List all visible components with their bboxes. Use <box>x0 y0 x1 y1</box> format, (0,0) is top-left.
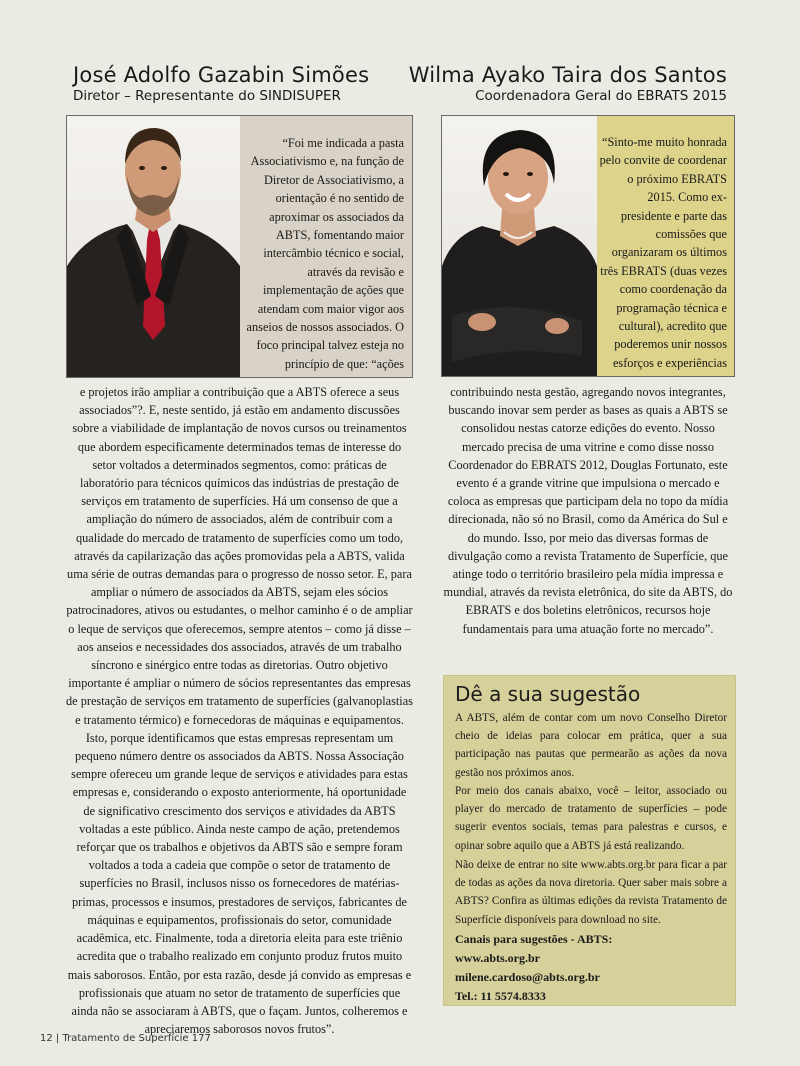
page-number: 12 <box>40 1033 53 1044</box>
suggestion-title: Dê a sua sugestão <box>455 682 641 706</box>
left-pull-quote: “Foi me indicada a pasta Associativismo e, na função de Diretor de Associativismo, a orientação é no sentido de aproximar os associados da ABTS, fomentando maior intercâmbio técnico e social, através da revisão e implementação de ações que atendam com maior vigor aos anseios de nossos associados. O foco principal talvez esteja no princípio de que: “ações <box>246 136 404 371</box>
suggestion-channels-label: Canais para sugestões - ABTS: <box>455 932 613 946</box>
left-person-name: José Adolfo Gazabin Simões <box>73 63 370 87</box>
suggestion-box <box>443 675 736 1006</box>
suggestion-paragraph-2: Por meio dos canais abaixo, você – leitor, associado ou player do mercado de tratamento de superfícies – pode sugerir eventos sociais, temas para palestras e cursos, e opinar sobre aquilo que a ABTS já está realizando. <box>455 785 727 852</box>
suggestion-paragraph-1: A ABTS, além de contar com um novo Conselho Diretor cheio de ideias para colocar em prática, quer a sua participação nas pautas que permearão as ações da nova gestão nos próximos anos. <box>455 712 727 779</box>
left-body-text: e projetos irão ampliar a contribuição que a ABTS oferece a seus associados”?. E, neste sentido, já estão em andamento discussões sobre a viabilidade de implantação de novos cursos ou treinamentos que abordem especificamente determinados temas de interesse do setor voltados a determinados segmentos, como: práticas de laboratório para técnicos químicos das indústrias de prestação de serviços em tratamento de superfícies. Há um consenso de que a ampliação do número de associados, além de contribuir com a qualidade do mercado de tratamento de superfícies como um todo, através da capilarização das ações promovidas pela a ABTS, valida uma série de outras demandas para o progresso de nosso setor. E, para ampliar o número de associados da ABTS, sejam eles sócios patrocinadores, ativos ou estudantes, o melhor caminho é o de ampliar o leque de serviços que oferecemos, sempre atentos – como já disse – aos anseios e necessidades dos associados, através de um trabalho síncrono e sinérgico entre todas as diretorias. Outro objetivo importante é ampliar o número de sócios representantes das empresas de prestação de serviços em tratamento de superfícies (galvanoplastias e tratamento térmico) e fornecedoras de máquinas e equipamentos. Isto, porque identificamos que estas empresas representam um pequeno número dentre os associados da ABTS. Nossa Associação sempre ofereceu um grande leque de serviços e atividades para estas empresas e, considerando o exposto anteriormente, há oportunidade de significativo crescimento dos serviços e atividades da ABTS voltadas a este público. Ainda neste campo de ação, pretendemos reforçar que os trabalhos e objetivos da ABTS são e sempre foram voltados a toda a cadeia que compõe o setor de tratamento de superfícies no Brasil, inclusos nisso os fornecedores de matérias-primas, processos e insumos, prestadores de serviços, fabricantes de máquinas e equipamentos, profissionais do setor, comunidade acadêmica, etc. Finalmente, toda a diretoria eleita para este triênio acredita que o trabalho realizado em conjunto produz frutos muito mais saborosos. Então, por esta razão, desde já convido as empresas e profissionais que atuam no setor de tratamento de superfícies que ainda não se associaram à ABTS, que o façam. Juntos, colheremos e apreciaremos saborosos novos frutos”. <box>66 385 413 1037</box>
left-portrait-photo <box>67 116 240 377</box>
suggestion-site-link[interactable]: www.abts.org.br <box>455 951 541 965</box>
publication-name: Tratamento de Superfície 177 <box>62 1033 211 1044</box>
right-person-role: Coordenadora Geral do EBRATS 2015 <box>475 88 727 104</box>
left-person-role: Diretor – Representante do SINDISUPER <box>73 88 341 104</box>
right-body-text: contribuindo nesta gestão, agregando novos integrantes, buscando inovar sem perder as bases as quais a ABTS se consolidou nestas catorze edições do evento. Nosso mercado precisa de uma vitrine e como disse nosso Coordenador do EBRATS 2012, Douglas Fortunato, este evento é a grande vitrine que impulsiona o mercado e coloca as empresas que participam dela no topo da mídia direcionada, não só no Brasil, como da América do Sul e do mundo. Isso, por meio das diversas formas de divulgação como a revista Tratamento de Superfície, que atinge todo o território brasileiro pela mídia impressa e mundial, através da revista eletrônica, do site da ABTS, do EBRATS e dos boletins eletrônicos, recursos hoje fundamentais para uma atuação forte no mercado”. <box>443 385 733 636</box>
suggestion-phone: Tel.: 11 5574.8333 <box>455 989 546 1003</box>
right-pull-quote: “Sinto-me muito honrada pelo convite de coordenar o próximo EBRATS 2015. Como ex-presidente e parte das comissões que organizaram os últimos três EBRATS (duas vezes como coordenação da programação técnica e cultural), acredito que poderemos unir nossos esforços e experiências <box>599 135 727 370</box>
right-person-name: Wilma Ayako Taira dos Santos <box>408 63 727 87</box>
suggestion-email-link[interactable]: milene.cardoso@abts.org.br <box>455 970 600 984</box>
page-footer <box>40 1033 211 1044</box>
right-portrait-photo <box>442 116 597 376</box>
footer-separator: | <box>55 1033 60 1044</box>
suggestion-paragraph-3: Não deixe de entrar no site www.abts.org.br para ficar a par de todas as ações da nova diretoria. Quer saber mais sobre a ABTS? Confira as últimas edições da revista Tratamento de Superfície disponíveis para download no site. <box>455 859 727 926</box>
